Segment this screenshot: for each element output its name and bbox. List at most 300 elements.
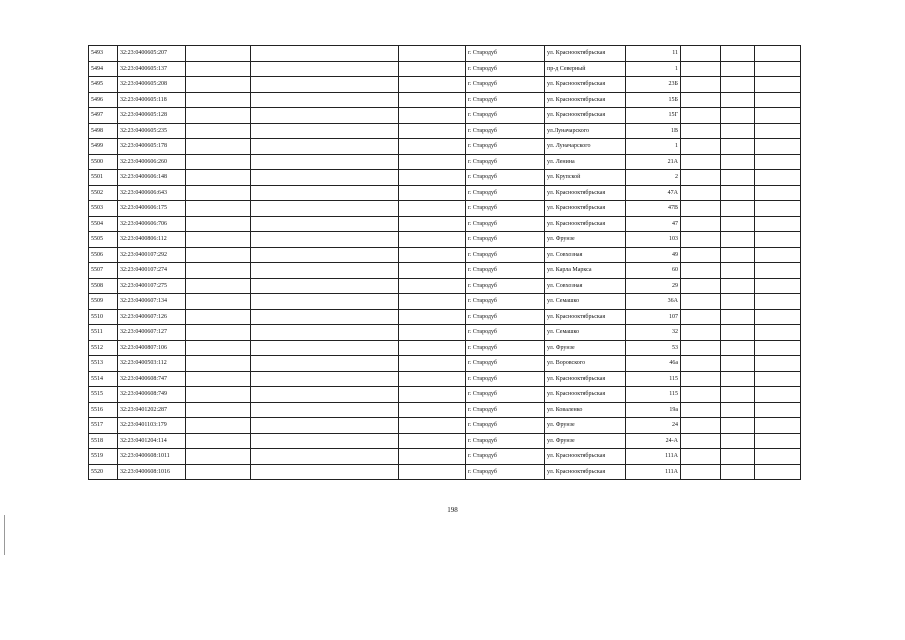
- city: г. Стародуб: [466, 325, 545, 341]
- empty-cell: [755, 154, 801, 170]
- empty-cell: [251, 340, 399, 356]
- cadastral-number: 32:23:0400605:137: [118, 61, 186, 77]
- empty-cell: [681, 247, 721, 263]
- empty-cell: [399, 201, 466, 217]
- empty-cell: [251, 433, 399, 449]
- row-number: 5501: [89, 170, 118, 186]
- empty-cell: [186, 356, 251, 372]
- empty-cell: [186, 263, 251, 279]
- empty-cell: [251, 154, 399, 170]
- empty-cell: [251, 247, 399, 263]
- city: г. Стародуб: [466, 449, 545, 465]
- city: г. Стародуб: [466, 340, 545, 356]
- empty-cell: [721, 61, 755, 77]
- empty-cell: [399, 356, 466, 372]
- empty-cell: [251, 402, 399, 418]
- empty-cell: [681, 278, 721, 294]
- city: г. Стародуб: [466, 154, 545, 170]
- empty-cell: [251, 216, 399, 232]
- table-row: [89, 340, 801, 356]
- row-number: 5512: [89, 340, 118, 356]
- empty-cell: [399, 418, 466, 434]
- empty-cell: [399, 325, 466, 341]
- building-number: 21А: [626, 154, 681, 170]
- empty-cell: [186, 232, 251, 248]
- empty-cell: [251, 61, 399, 77]
- table-row: [89, 139, 801, 155]
- city: г. Стародуб: [466, 216, 545, 232]
- empty-cell: [721, 216, 755, 232]
- table-row: [89, 294, 801, 310]
- city: г. Стародуб: [466, 201, 545, 217]
- empty-cell: [251, 263, 399, 279]
- empty-cell: [399, 108, 466, 124]
- empty-cell: [681, 170, 721, 186]
- empty-cell: [681, 154, 721, 170]
- street: ул. Фрунзе: [545, 340, 626, 356]
- street: ул. Краснооктябрьская: [545, 464, 626, 480]
- empty-cell: [251, 278, 399, 294]
- building-number: 47: [626, 216, 681, 232]
- empty-cell: [721, 309, 755, 325]
- empty-cell: [755, 418, 801, 434]
- cadastral-number: 32:23:0400807:106: [118, 340, 186, 356]
- street: ул. Краснооктябрьская: [545, 92, 626, 108]
- empty-cell: [721, 123, 755, 139]
- empty-cell: [186, 201, 251, 217]
- empty-cell: [681, 123, 721, 139]
- empty-cell: [399, 433, 466, 449]
- empty-cell: [399, 232, 466, 248]
- empty-cell: [681, 464, 721, 480]
- empty-cell: [251, 449, 399, 465]
- empty-cell: [186, 387, 251, 403]
- table-row: [89, 77, 801, 93]
- row-number: 5510: [89, 309, 118, 325]
- empty-cell: [251, 123, 399, 139]
- cadastral-number: 32:23:0400607:127: [118, 325, 186, 341]
- street: пр-д Северный: [545, 61, 626, 77]
- empty-cell: [755, 356, 801, 372]
- cadastral-number: 32:23:0400606:706: [118, 216, 186, 232]
- empty-cell: [721, 263, 755, 279]
- empty-cell: [681, 216, 721, 232]
- cadastral-number: 32:23:0400607:126: [118, 309, 186, 325]
- table-row: [89, 92, 801, 108]
- empty-cell: [186, 154, 251, 170]
- empty-cell: [186, 325, 251, 341]
- empty-cell: [681, 77, 721, 93]
- row-number: 5505: [89, 232, 118, 248]
- empty-cell: [721, 433, 755, 449]
- empty-cell: [251, 387, 399, 403]
- cadastral-number: 32:23:0400606:260: [118, 154, 186, 170]
- cadastral-number: 32:23:0400608:1011: [118, 449, 186, 465]
- empty-cell: [755, 108, 801, 124]
- empty-cell: [399, 170, 466, 186]
- table-row: [89, 185, 801, 201]
- empty-cell: [251, 325, 399, 341]
- empty-cell: [681, 139, 721, 155]
- street: ул. Совхозная: [545, 278, 626, 294]
- city: г. Стародуб: [466, 371, 545, 387]
- building-number: 46а: [626, 356, 681, 372]
- row-number: 5494: [89, 61, 118, 77]
- city: г. Стародуб: [466, 278, 545, 294]
- street: ул. Фрунзе: [545, 232, 626, 248]
- empty-cell: [399, 185, 466, 201]
- building-number: 24-А: [626, 433, 681, 449]
- empty-cell: [681, 232, 721, 248]
- city: г. Стародуб: [466, 294, 545, 310]
- empty-cell: [681, 46, 721, 62]
- empty-cell: [721, 108, 755, 124]
- cadastral-number: 32:23:0400605:207: [118, 46, 186, 62]
- cadastral-number: 32:23:0400605:208: [118, 77, 186, 93]
- empty-cell: [251, 139, 399, 155]
- empty-cell: [721, 402, 755, 418]
- building-number: 107: [626, 309, 681, 325]
- city: г. Стародуб: [466, 309, 545, 325]
- city: г. Стародуб: [466, 247, 545, 263]
- cadastral-number: 32:23:0400608:747: [118, 371, 186, 387]
- cadastral-number: 32:23:0400503:112: [118, 356, 186, 372]
- empty-cell: [721, 356, 755, 372]
- empty-cell: [399, 309, 466, 325]
- empty-cell: [755, 294, 801, 310]
- empty-cell: [186, 418, 251, 434]
- building-number: 103: [626, 232, 681, 248]
- empty-cell: [186, 61, 251, 77]
- street: ул. Краснооктябрьская: [545, 77, 626, 93]
- street: ул.Луначарского: [545, 123, 626, 139]
- row-number: 5499: [89, 139, 118, 155]
- empty-cell: [399, 247, 466, 263]
- cadastral-number: 32:23:0400606:175: [118, 201, 186, 217]
- empty-cell: [186, 449, 251, 465]
- empty-cell: [186, 77, 251, 93]
- empty-cell: [186, 371, 251, 387]
- empty-cell: [681, 92, 721, 108]
- row-number: 5495: [89, 77, 118, 93]
- empty-cell: [251, 294, 399, 310]
- table-row: [89, 433, 801, 449]
- row-number: 5513: [89, 356, 118, 372]
- street: ул. Совхозная: [545, 247, 626, 263]
- street: ул. Карла Маркса: [545, 263, 626, 279]
- street: ул. Краснооктябрьская: [545, 108, 626, 124]
- scan-margin-mark: [4, 515, 5, 555]
- empty-cell: [755, 232, 801, 248]
- street: ул. Воровского: [545, 356, 626, 372]
- empty-cell: [399, 402, 466, 418]
- table-row: [89, 216, 801, 232]
- row-number: 5496: [89, 92, 118, 108]
- city: г. Стародуб: [466, 263, 545, 279]
- empty-cell: [681, 263, 721, 279]
- empty-cell: [186, 402, 251, 418]
- street: ул. Краснооктябрьская: [545, 46, 626, 62]
- cadastral-number: 32:23:0401204:114: [118, 433, 186, 449]
- empty-cell: [251, 201, 399, 217]
- empty-cell: [755, 433, 801, 449]
- empty-cell: [755, 402, 801, 418]
- empty-cell: [681, 201, 721, 217]
- empty-cell: [721, 170, 755, 186]
- empty-cell: [721, 154, 755, 170]
- building-number: 29: [626, 278, 681, 294]
- empty-cell: [721, 371, 755, 387]
- street: ул. Луначарского: [545, 139, 626, 155]
- empty-cell: [755, 449, 801, 465]
- row-number: 5493: [89, 46, 118, 62]
- empty-cell: [399, 340, 466, 356]
- empty-cell: [186, 433, 251, 449]
- cadastral-number: 32:23:0400608:749: [118, 387, 186, 403]
- building-number: 111А: [626, 449, 681, 465]
- city: г. Стародуб: [466, 402, 545, 418]
- empty-cell: [681, 185, 721, 201]
- building-number: 115: [626, 387, 681, 403]
- city: г. Стародуб: [466, 464, 545, 480]
- row-number: 5517: [89, 418, 118, 434]
- row-number: 5518: [89, 433, 118, 449]
- empty-cell: [721, 92, 755, 108]
- empty-cell: [721, 139, 755, 155]
- empty-cell: [186, 139, 251, 155]
- table-row: [89, 247, 801, 263]
- table-row: [89, 232, 801, 248]
- empty-cell: [721, 77, 755, 93]
- table-row: [89, 464, 801, 480]
- empty-cell: [755, 61, 801, 77]
- city: г. Стародуб: [466, 139, 545, 155]
- empty-cell: [399, 449, 466, 465]
- table-row: [89, 278, 801, 294]
- table-row: [89, 309, 801, 325]
- cadastral-number: 32:23:0400606:643: [118, 185, 186, 201]
- page-number: 198: [447, 506, 458, 514]
- building-number: 60: [626, 263, 681, 279]
- empty-cell: [721, 449, 755, 465]
- city: г. Стародуб: [466, 387, 545, 403]
- empty-cell: [251, 356, 399, 372]
- building-number: 111А: [626, 464, 681, 480]
- empty-cell: [399, 123, 466, 139]
- empty-cell: [186, 340, 251, 356]
- empty-cell: [681, 108, 721, 124]
- city: г. Стародуб: [466, 356, 545, 372]
- building-number: 19а: [626, 402, 681, 418]
- empty-cell: [399, 77, 466, 93]
- building-number: 11: [626, 46, 681, 62]
- table-row: [89, 263, 801, 279]
- street: ул. Коваленко: [545, 402, 626, 418]
- empty-cell: [399, 464, 466, 480]
- empty-cell: [251, 464, 399, 480]
- empty-cell: [186, 123, 251, 139]
- empty-cell: [755, 139, 801, 155]
- row-number: 5515: [89, 387, 118, 403]
- street: ул. Краснооктябрьская: [545, 185, 626, 201]
- empty-cell: [721, 418, 755, 434]
- empty-cell: [755, 263, 801, 279]
- empty-cell: [251, 371, 399, 387]
- cadastral-number: 32:23:0401103:179: [118, 418, 186, 434]
- table-row: [89, 61, 801, 77]
- empty-cell: [251, 77, 399, 93]
- row-number: 5509: [89, 294, 118, 310]
- building-number: 53: [626, 340, 681, 356]
- empty-cell: [251, 46, 399, 62]
- empty-cell: [755, 464, 801, 480]
- empty-cell: [186, 278, 251, 294]
- empty-cell: [251, 418, 399, 434]
- empty-cell: [399, 263, 466, 279]
- registry-table-body: [89, 46, 801, 480]
- empty-cell: [681, 309, 721, 325]
- city: г. Стародуб: [466, 92, 545, 108]
- table-row: [89, 325, 801, 341]
- row-number: 5504: [89, 216, 118, 232]
- empty-cell: [755, 170, 801, 186]
- empty-cell: [721, 232, 755, 248]
- row-number: 5508: [89, 278, 118, 294]
- empty-cell: [251, 232, 399, 248]
- empty-cell: [755, 278, 801, 294]
- empty-cell: [186, 185, 251, 201]
- city: г. Стародуб: [466, 108, 545, 124]
- empty-cell: [721, 294, 755, 310]
- city: г. Стародуб: [466, 232, 545, 248]
- row-number: 5516: [89, 402, 118, 418]
- row-number: 5502: [89, 185, 118, 201]
- empty-cell: [681, 356, 721, 372]
- empty-cell: [399, 154, 466, 170]
- street: ул. Ленина: [545, 154, 626, 170]
- empty-cell: [721, 185, 755, 201]
- empty-cell: [681, 387, 721, 403]
- city: г. Стародуб: [466, 433, 545, 449]
- city: г. Стародуб: [466, 170, 545, 186]
- empty-cell: [251, 309, 399, 325]
- empty-cell: [399, 278, 466, 294]
- cadastral-number: 32:23:0400806:112: [118, 232, 186, 248]
- empty-cell: [186, 464, 251, 480]
- street: ул. Краснооктябрьская: [545, 387, 626, 403]
- cadastral-number: 32:23:0400605:235: [118, 123, 186, 139]
- city: г. Стародуб: [466, 185, 545, 201]
- table-row: [89, 46, 801, 62]
- street: ул. Фрунзе: [545, 433, 626, 449]
- street: ул. Краснооктябрьская: [545, 201, 626, 217]
- empty-cell: [721, 278, 755, 294]
- empty-cell: [721, 46, 755, 62]
- street: ул. Краснооктябрьская: [545, 216, 626, 232]
- table-row: [89, 402, 801, 418]
- cadastral-number: 32:23:0401202:287: [118, 402, 186, 418]
- building-number: 1В: [626, 123, 681, 139]
- empty-cell: [681, 61, 721, 77]
- empty-cell: [399, 46, 466, 62]
- street: ул. Крупской: [545, 170, 626, 186]
- building-number: 15Б: [626, 92, 681, 108]
- row-number: 5511: [89, 325, 118, 341]
- table-row: [89, 418, 801, 434]
- empty-cell: [399, 216, 466, 232]
- table-row: [89, 154, 801, 170]
- row-number: 5514: [89, 371, 118, 387]
- row-number: 5498: [89, 123, 118, 139]
- street: ул. Краснооктябрьская: [545, 449, 626, 465]
- empty-cell: [681, 418, 721, 434]
- empty-cell: [186, 216, 251, 232]
- building-number: 49: [626, 247, 681, 263]
- empty-cell: [755, 247, 801, 263]
- empty-cell: [721, 387, 755, 403]
- building-number: 24: [626, 418, 681, 434]
- empty-cell: [755, 123, 801, 139]
- empty-cell: [186, 92, 251, 108]
- city: г. Стародуб: [466, 46, 545, 62]
- table-row: [89, 387, 801, 403]
- table-row: [89, 170, 801, 186]
- empty-cell: [251, 108, 399, 124]
- building-number: 15Г: [626, 108, 681, 124]
- cadastral-number: 32:23:0400608:1016: [118, 464, 186, 480]
- row-number: 5497: [89, 108, 118, 124]
- city: г. Стародуб: [466, 418, 545, 434]
- cadastral-number: 32:23:0400107:292: [118, 247, 186, 263]
- building-number: 2: [626, 170, 681, 186]
- empty-cell: [721, 340, 755, 356]
- empty-cell: [721, 247, 755, 263]
- empty-cell: [681, 449, 721, 465]
- cadastral-number: 32:23:0400107:274: [118, 263, 186, 279]
- empty-cell: [755, 340, 801, 356]
- street: ул. Фрунзе: [545, 418, 626, 434]
- table-row: [89, 108, 801, 124]
- empty-cell: [186, 294, 251, 310]
- street: ул. Краснооктябрьская: [545, 371, 626, 387]
- empty-cell: [251, 92, 399, 108]
- empty-cell: [755, 216, 801, 232]
- empty-cell: [399, 139, 466, 155]
- street: ул. Семашко: [545, 294, 626, 310]
- registry-table: [88, 45, 801, 480]
- empty-cell: [681, 371, 721, 387]
- empty-cell: [681, 340, 721, 356]
- row-number: 5500: [89, 154, 118, 170]
- empty-cell: [755, 185, 801, 201]
- empty-cell: [186, 46, 251, 62]
- street: ул. Семашко: [545, 325, 626, 341]
- empty-cell: [755, 309, 801, 325]
- empty-cell: [399, 294, 466, 310]
- empty-cell: [251, 185, 399, 201]
- table-row: [89, 123, 801, 139]
- building-number: 1: [626, 61, 681, 77]
- empty-cell: [755, 201, 801, 217]
- empty-cell: [186, 108, 251, 124]
- cadastral-number: 32:23:0400605:178: [118, 139, 186, 155]
- empty-cell: [399, 61, 466, 77]
- cadastral-number: 32:23:0400606:148: [118, 170, 186, 186]
- empty-cell: [186, 170, 251, 186]
- empty-cell: [186, 309, 251, 325]
- cadastral-number: 32:23:0400605:118: [118, 92, 186, 108]
- empty-cell: [251, 170, 399, 186]
